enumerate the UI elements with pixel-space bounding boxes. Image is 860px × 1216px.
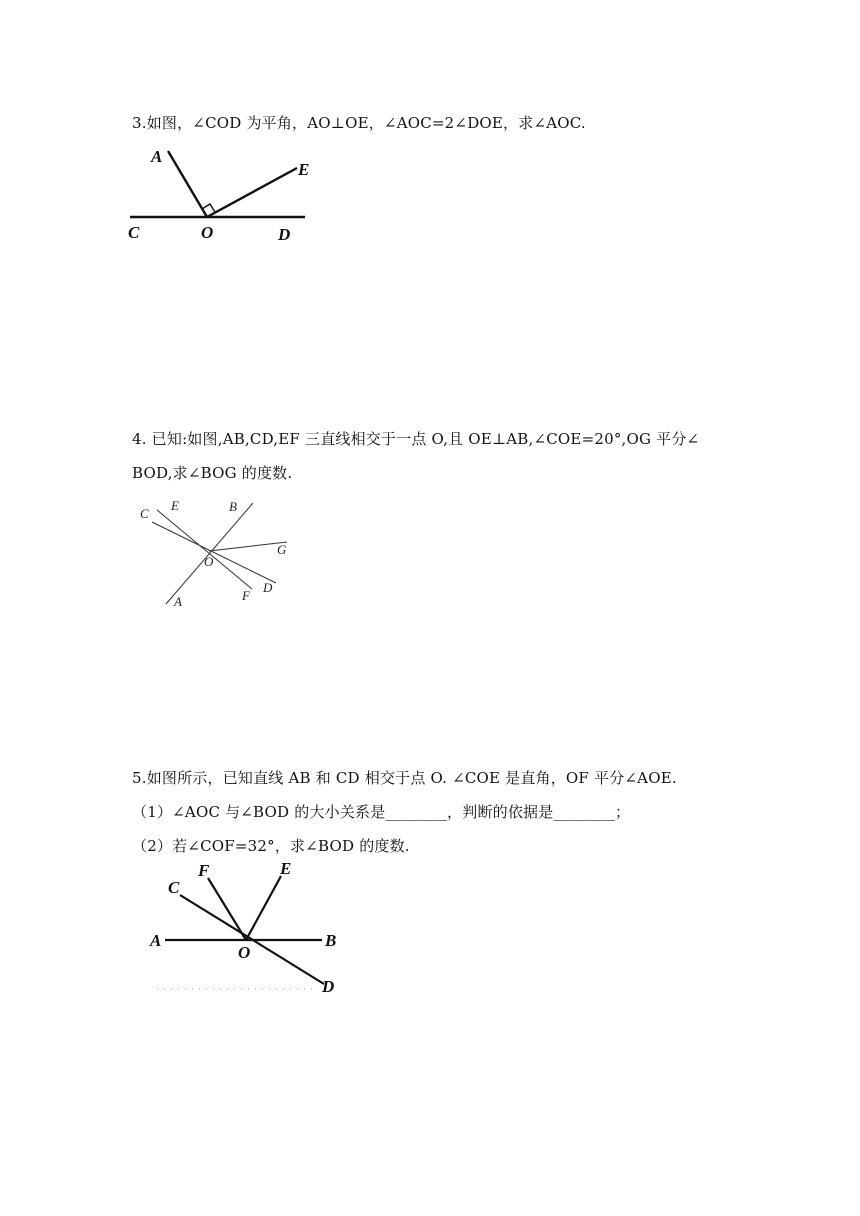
label-o: O [204, 554, 214, 569]
problem-5-question-1: （1）∠AOC 与∠BOD 的大小关系是________，判断的依据是________； [132, 803, 631, 821]
label-e: E [171, 498, 179, 513]
label-b: B [325, 931, 337, 950]
problem-5-text-line-1: 5.如图所示，已知直线 AB 和 CD 相交于点 O. ∠COE 是直角，OF 平分∠AOE. [132, 769, 677, 787]
label-d: D [278, 225, 291, 244]
label-g: G [277, 542, 287, 557]
label-c: C [128, 223, 140, 242]
label-a: A [150, 931, 162, 950]
problem-4-text-line-1: 4. 已知:如图,AB,CD,EF 三直线相交于一点 O,且 OE⊥AB,∠COE=20°,OG 平分∠ [132, 430, 700, 448]
label-c: C [168, 878, 180, 897]
label-f: F [198, 861, 210, 880]
problem-3-text: 3.如图，∠COD 为平角，AO⊥OE，∠AOC=2∠DOE，求∠AOC. [132, 114, 586, 132]
ray-of [208, 878, 246, 940]
label-d: D [322, 977, 335, 996]
label-d: D [263, 580, 273, 595]
label-o: O [238, 943, 251, 962]
problem-4-text-line-2: BOD,求∠BOG 的度数. [132, 464, 293, 482]
label-f: F [242, 588, 250, 603]
problem-5-question-2: （2）若∠COF=32°，求∠BOD 的度数. [132, 837, 410, 855]
label-a: A [174, 594, 182, 609]
label-e: E [298, 160, 310, 179]
label-o: O [201, 223, 214, 242]
label-c: C [140, 506, 149, 521]
label-a: A [151, 147, 163, 166]
label-b: B [229, 499, 237, 514]
label-e: E [280, 859, 292, 878]
ray-oe [246, 876, 281, 940]
